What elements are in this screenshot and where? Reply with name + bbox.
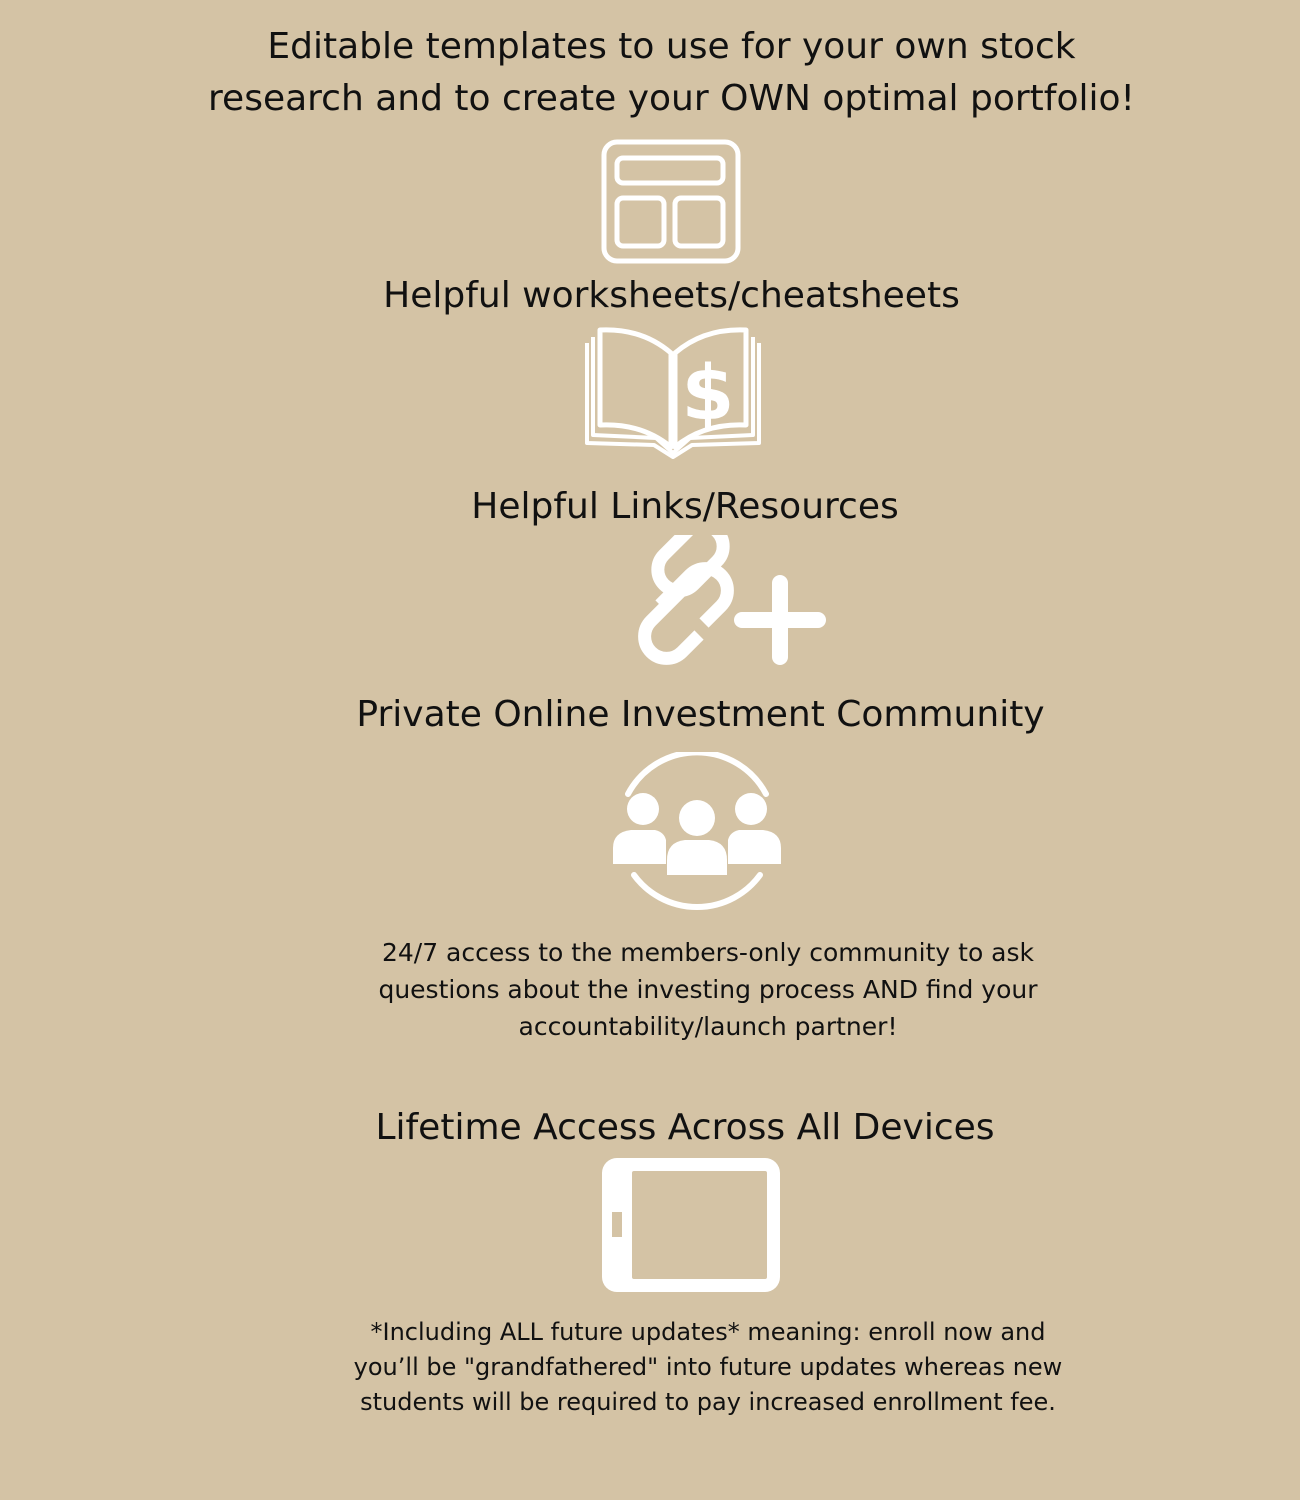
lifetime-access-note-line-1: *Including ALL future updates* meaning: enroll now and [370, 1318, 1046, 1346]
tablet-icon [601, 1157, 781, 1295]
lifetime-access-note-line-3: students will be required to pay increased enrollment fee. [360, 1388, 1056, 1416]
intro-line-2: research and to create your OWN optimal portfolio! [208, 78, 1135, 119]
section-title-community: Private Online Investment Community [356, 694, 1045, 735]
community-description [0, 934, 1300, 1045]
community-description-line-3: accountability/launch partner! [518, 1012, 898, 1041]
community-description-line-1: 24/7 access to the members-only community to ask [381, 938, 1035, 967]
intro-line-1: Editable templates to use for your own stock [267, 26, 1076, 67]
open-book-dollar-icon [584, 325, 762, 461]
lifetime-access-note-line-2: you’ll be "grandfathered" into future updates whereas new [353, 1353, 1063, 1381]
svg-text:$: $ [681, 348, 735, 437]
section-title-lifetime-access: Lifetime Access Across All Devices [375, 1107, 995, 1148]
intro-heading [0, 21, 1300, 125]
lifetime-access-note [0, 1315, 1300, 1420]
section-title-worksheets: Helpful worksheets/cheatsheets [383, 275, 960, 316]
section-title-links: Helpful Links/Resources [471, 486, 899, 527]
community-group-icon [612, 752, 782, 914]
link-plus-icon [605, 535, 830, 670]
community-description-line-2: questions about the investing process AND find your [378, 975, 1038, 1004]
template-layout-icon [600, 138, 744, 266]
